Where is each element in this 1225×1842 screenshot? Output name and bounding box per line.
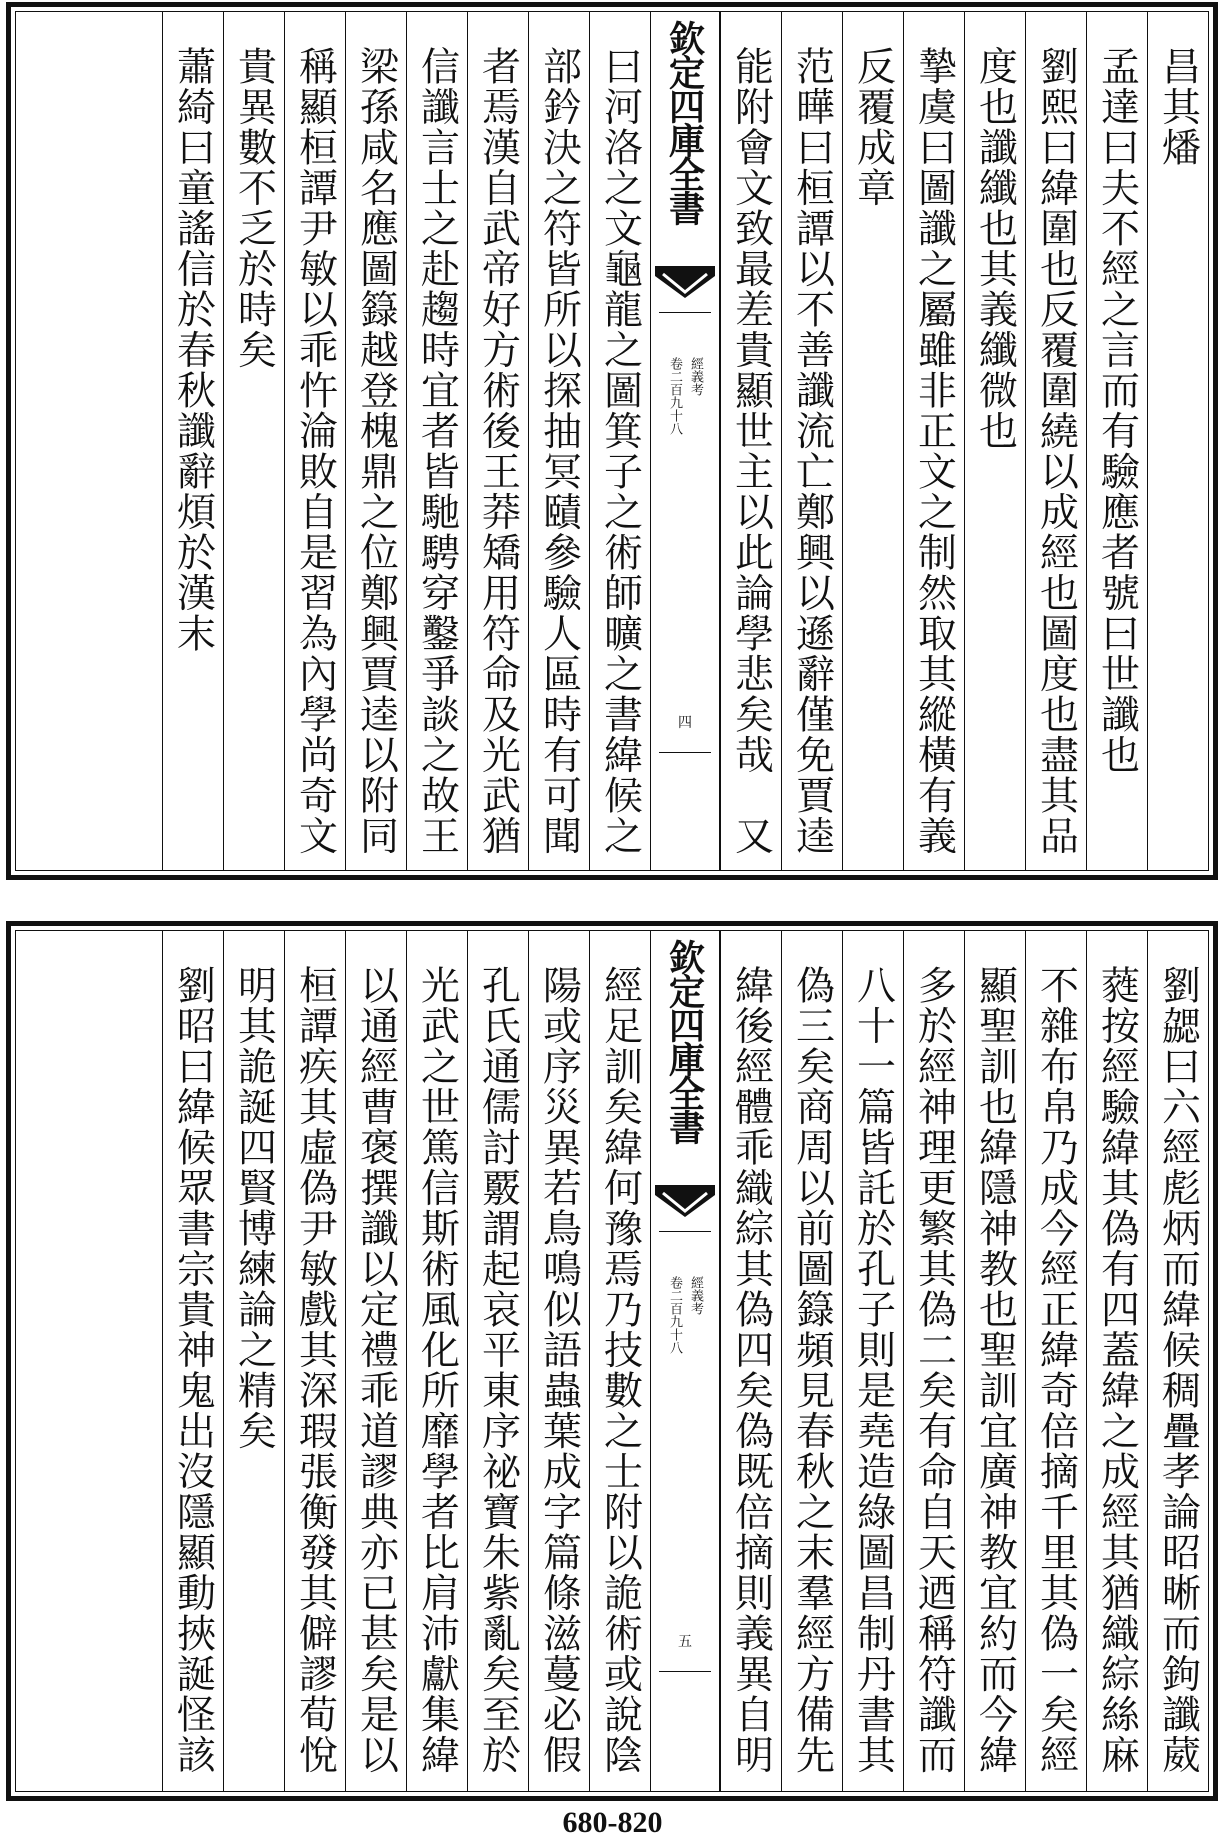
text-column xyxy=(223,931,284,1791)
margin-space xyxy=(16,12,162,870)
margin-space xyxy=(16,931,162,1791)
column-text: 不雜布帛乃成今經正緯奇倍摘千里其偽一矣經 xyxy=(1033,965,1079,1775)
column-text: 偽三矣商周以前圖籙頻見春秋之末羣經方備先 xyxy=(789,965,835,1775)
column-text: 劉熙曰緯圍也反覆圍繞以成經也圖度也盡其品 xyxy=(1033,46,1079,856)
text-column xyxy=(720,931,781,1791)
column-text: 孔氏通儒討覈謂起哀平東序祕寶朱紫亂矣至於 xyxy=(475,965,521,1775)
text-column xyxy=(467,12,528,870)
text-column xyxy=(1025,12,1086,870)
divider xyxy=(659,1231,711,1232)
column-text: 顯聖訓也緯隱神教也聖訓宜廣神教宜約而今緯 xyxy=(972,965,1018,1775)
book-title: 欽定四庫全書 xyxy=(663,939,706,1143)
text-column xyxy=(1147,12,1208,870)
column-text: 昌其燔 xyxy=(1155,46,1201,168)
text-column xyxy=(842,931,903,1791)
column-text: 貴異數不乏於時矣 xyxy=(231,46,277,370)
text-column xyxy=(284,12,345,870)
column-text: 范曄曰桓譚以不善讖流亡鄭興以遜辭僅免賈逵 xyxy=(789,46,835,856)
text-column xyxy=(903,12,964,870)
text-column xyxy=(964,931,1025,1791)
text-column xyxy=(284,931,345,1791)
page-number: 四 xyxy=(678,715,692,731)
text-column xyxy=(162,12,223,870)
book-title: 欽定四庫全書 xyxy=(663,20,706,224)
text-column xyxy=(528,931,589,1791)
column-text: 稱顯桓譚尹敏以乖忤淪敗自是習為內學尚奇文 xyxy=(292,46,338,856)
column-text: 曰河洛之文龜龍之圖箕子之術師曠之書緯候之 xyxy=(597,46,643,856)
column-text: 劉昭曰緯候眾書宗貴神鬼出沒隱顯動挾誕怪該 xyxy=(170,965,216,1775)
text-column xyxy=(1025,931,1086,1791)
scan-page-range: 680-820 xyxy=(562,1806,663,1839)
column-text: 明其詭誕四賢博練論之精矣 xyxy=(231,965,277,1451)
upper-page-frame xyxy=(6,2,1218,880)
text-column xyxy=(720,12,781,870)
fishtail-mark-icon xyxy=(655,262,715,304)
page-number: 五 xyxy=(678,1634,692,1650)
column-text: 摯虞曰圖讖之屬雖非正文之制然取其縱橫有義 xyxy=(911,46,957,856)
volume-label xyxy=(651,1276,719,1354)
text-column xyxy=(903,931,964,1791)
column-text: 度也讖纖也其義纖微也 xyxy=(972,46,1018,451)
column-text: 光武之世篤信斯術風化所靡學者比肩沛獻集緯 xyxy=(414,965,460,1775)
text-column xyxy=(406,931,467,1791)
text-column xyxy=(406,12,467,870)
divider xyxy=(659,312,711,313)
text-column xyxy=(1086,12,1147,870)
column-text: 能附會文致最差貴顯世主以此論學悲矣哉 又 xyxy=(728,46,774,856)
text-column xyxy=(162,931,223,1791)
column-text: 多於經神理更繁其偽二矣有命自天迺稱符讖而 xyxy=(911,965,957,1775)
volume-number: 卷二百九十八 xyxy=(667,1276,682,1354)
column-text: 桓譚疾其虛偽尹敏戲其深瑕張衡發其僻謬荀悅 xyxy=(292,965,338,1775)
text-column xyxy=(345,12,406,870)
column-text: 以通經曹褒撰讖以定禮乖道謬典亦已甚矣是以 xyxy=(353,965,399,1775)
divider xyxy=(659,1671,711,1672)
column-text: 反覆成章 xyxy=(850,46,896,208)
text-column xyxy=(345,931,406,1791)
lower-page-inner-frame xyxy=(15,930,1209,1792)
book-name: 經義考 xyxy=(688,357,703,396)
divider xyxy=(659,752,711,753)
column-text: 經足訓矣緯何豫焉乃技數之士附以詭術或說陰 xyxy=(597,965,643,1775)
text-column xyxy=(528,12,589,870)
column-text: 蕤按經驗緯其偽有四蓋緯之成經其猶織綜絲麻 xyxy=(1094,965,1140,1775)
text-column xyxy=(589,931,650,1791)
center-fold-gutter xyxy=(650,931,720,1791)
lower-page-columns xyxy=(16,931,1208,1791)
text-column xyxy=(467,931,528,1791)
column-text: 孟達曰夫不經之言而有驗應者號曰世讖也 xyxy=(1094,46,1140,775)
text-column xyxy=(1086,931,1147,1791)
text-column xyxy=(223,12,284,870)
column-text: 緯後經體乖織綜其偽四矣偽既倍摘則義異自明 xyxy=(728,965,774,1775)
volume-number: 卷二百九十八 xyxy=(667,357,682,435)
lower-page-frame xyxy=(6,921,1218,1801)
text-column xyxy=(964,12,1025,870)
column-text: 蕭綺曰童謠信於春秋讖辭煩於漢末 xyxy=(170,46,216,654)
column-text: 部鈐決之符皆所以探抽冥賾參驗人區時有可聞 xyxy=(536,46,582,856)
upper-page-inner-frame xyxy=(15,11,1209,871)
column-text: 劉勰曰六經彪炳而緯候稠疊孝論昭晰而鉤讖葳 xyxy=(1155,965,1201,1775)
text-column xyxy=(781,931,842,1791)
upper-page-columns xyxy=(16,12,1208,870)
text-column xyxy=(589,12,650,870)
column-text: 者焉漢自武帝好方術後王莽矯用符命及光武猶 xyxy=(475,46,521,856)
center-fold-gutter xyxy=(650,12,720,870)
fishtail-mark-icon xyxy=(655,1181,715,1223)
column-text: 梁孫咸名應圖籙越登槐鼎之位鄭興賈逵以附同 xyxy=(353,46,399,856)
column-text: 陽或序災異若鳥鳴似語蟲葉成字篇條滋蔓必假 xyxy=(536,965,582,1775)
book-name: 經義考 xyxy=(688,1276,703,1315)
text-column xyxy=(781,12,842,870)
volume-label xyxy=(651,357,719,435)
column-text: 信讖言士之赴趨時宜者皆馳騁穿鑿爭談之故王 xyxy=(414,46,460,856)
column-text: 八十一篇皆託於孔子則是堯造綠圖昌制丹書其 xyxy=(850,965,896,1775)
text-column xyxy=(842,12,903,870)
text-column xyxy=(1147,931,1208,1791)
